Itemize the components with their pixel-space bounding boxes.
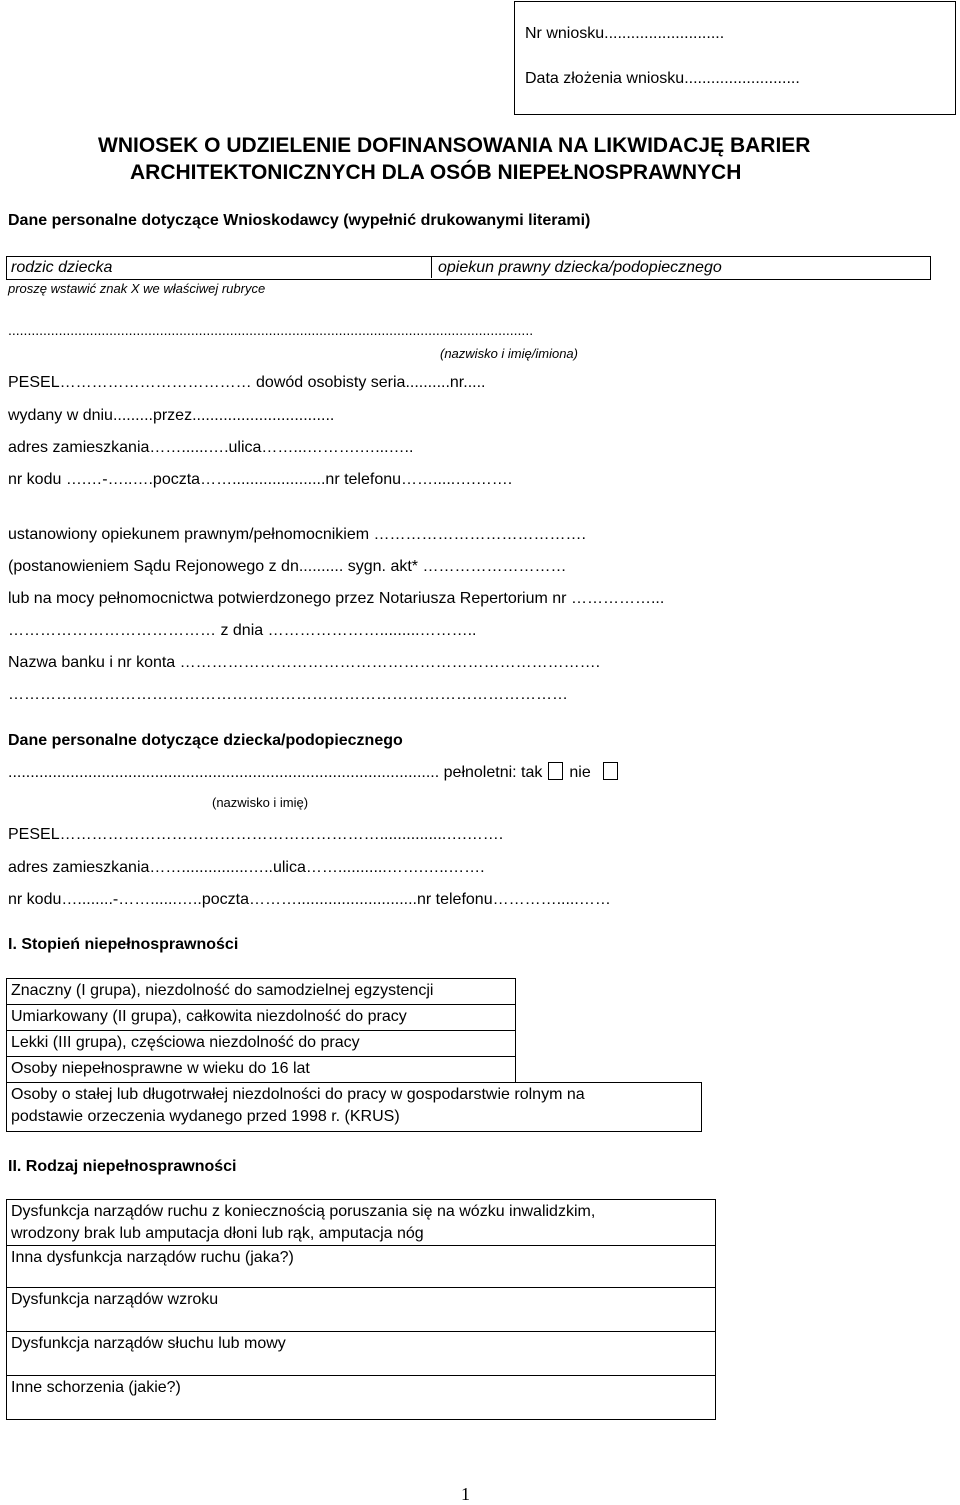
degree-row-krus[interactable]	[6, 1082, 702, 1132]
degree-row-significant[interactable]	[6, 978, 516, 1004]
applicant-issued-line[interactable]: wydany w dniu.........przez................................	[8, 407, 335, 424]
adult-no-label: nie	[569, 764, 591, 781]
child-name-caption: (nazwisko i imię)	[212, 795, 309, 810]
disability-degree-heading: I. Stopień niepełnosprawności	[8, 936, 239, 953]
submission-date-field[interactable]: Data złożenia wniosku..........................	[525, 70, 800, 87]
option-parent-checkbox[interactable]: rodzic dziecka	[11, 259, 113, 276]
type-label-wheelchair-line1: Dysfunkcja narządów ruchu z koniecznością poruszania się na wózku inwalidzkim,	[11, 1203, 596, 1220]
child-postal-line[interactable]: nr kodu…........-……......…..poczta………...........................nr telefonu………….....……	[8, 891, 611, 908]
guardian-appointed-line[interactable]: ustanowiony opiekunem prawnym/pełnomocnikiem ………………………………….	[8, 526, 586, 543]
type-row-other-motor[interactable]	[6, 1245, 716, 1287]
disability-type-heading: II. Rodzaj niepełnosprawności	[8, 1158, 237, 1175]
page-title-line2: ARCHITEKTONICZNYCH DLA OSÓB NIEPEŁNOSPRAWNYCH	[130, 161, 742, 184]
adult-label: pełnoletni: tak	[443, 764, 543, 781]
type-row-vision[interactable]	[6, 1287, 716, 1331]
degree-label-krus-line1: Osoby o stałej lub długotrwałej niezdolności do pracy w gospodarstwie rolnym na	[11, 1086, 585, 1103]
adult-yes-checkbox[interactable]	[548, 762, 563, 780]
applicant-postal-line[interactable]: nr kodu ….…-…..….poczta…….....................nr telefonu…….....….…….	[8, 471, 513, 488]
type-row-other[interactable]	[6, 1375, 716, 1420]
type-row-hearing[interactable]	[6, 1331, 716, 1375]
applicant-section-heading: Dane personalne dotyczące Wnioskodawcy (wypełnić drukowanymi literami)	[8, 212, 591, 229]
degree-row-mild[interactable]	[6, 1030, 516, 1056]
degree-row-moderate[interactable]	[6, 1004, 516, 1030]
bank-account-continued[interactable]: ……………………………………………………………………………………………	[8, 686, 568, 703]
degree-label-moderate: Umiarkowany (II grupa), całkowita niezdolność do pracy	[11, 1008, 407, 1025]
notary-line[interactable]: lub na mocy pełnomocnictwa potwierdzonego przez Notariusza Repertorium nr ……………...	[8, 590, 665, 607]
page-title-line1: WNIOSEK O UDZIELENIE DOFINANSOWANIA NA LIKWIDACJĘ BARIER	[98, 134, 811, 157]
degree-label-krus-line2: podstawie orzeczenia wydanego przed 1998 r. (KRUS)	[11, 1108, 400, 1125]
court-decision-line[interactable]: (postanowieniem Sądu Rejonowego z dn.......... sygn. akt* ………………………	[8, 558, 567, 575]
type-label-hearing: Dysfunkcja narządów słuchu lub mowy	[11, 1335, 286, 1352]
type-label-wheelchair-line2: wrodzony brak lub amputacja dłoni lub rąk, amputacja nóg	[11, 1225, 424, 1242]
application-number-field[interactable]: Nr wniosku...........................	[525, 25, 725, 42]
option-guardian-checkbox[interactable]: opiekun prawny dziecka/podopiecznego	[438, 259, 722, 276]
type-label-other: Inne schorzenia (jakie?)	[11, 1379, 181, 1396]
application-number-box	[514, 1, 956, 115]
child-name-field[interactable]: .................................................................................................	[8, 764, 440, 781]
applicant-pesel-line[interactable]: PESEL……………………………… dowód osobisty seria..........nr.....	[8, 374, 486, 391]
notary-date-line[interactable]: ………………………………… z dnia ………………….........………..	[8, 622, 477, 639]
checkbox-hint: proszę wstawić znak X we właściwej rubryce	[8, 281, 266, 296]
degree-label-significant: Znaczny (I grupa), niezdolność do samodzielnej egzystencji	[11, 982, 434, 999]
degree-label-under16: Osoby niepełnosprawne w wieku do 16 lat	[11, 1060, 310, 1077]
child-section-heading: Dane personalne dotyczące dziecka/podopiecznego	[8, 732, 403, 749]
child-pesel-line[interactable]: PESEL……………………………………………………...............….…….	[8, 826, 504, 843]
degree-label-mild: Lekki (III grupa), częściowa niezdolność do pracy	[11, 1034, 360, 1051]
type-label-vision: Dysfunkcja narządów wzroku	[11, 1291, 219, 1308]
child-address-line[interactable]: adres zamieszkania……...............…..ulica……...........…….…..…….	[8, 859, 485, 876]
page-number: 1	[461, 1484, 470, 1504]
applicant-name-caption: (nazwisko i imię/imiona)	[440, 346, 578, 361]
applicant-address-line[interactable]: adres zamieszkania……......….ulica……...……….…...…..	[8, 439, 414, 456]
applicant-name-field[interactable]: .......................................................................................................................................	[8, 322, 534, 338]
type-label-other-motor: Inna dysfunkcja narządów ruchu (jaka?)	[11, 1249, 294, 1266]
applicant-type-divider	[431, 256, 432, 278]
degree-row-under16[interactable]	[6, 1056, 516, 1082]
child-name-line[interactable]	[8, 762, 624, 782]
bank-account-line[interactable]: Nazwa banku i nr konta …………………………………………………………………….	[8, 654, 601, 671]
type-row-wheelchair[interactable]	[6, 1199, 716, 1245]
adult-no-checkbox[interactable]	[603, 762, 618, 780]
